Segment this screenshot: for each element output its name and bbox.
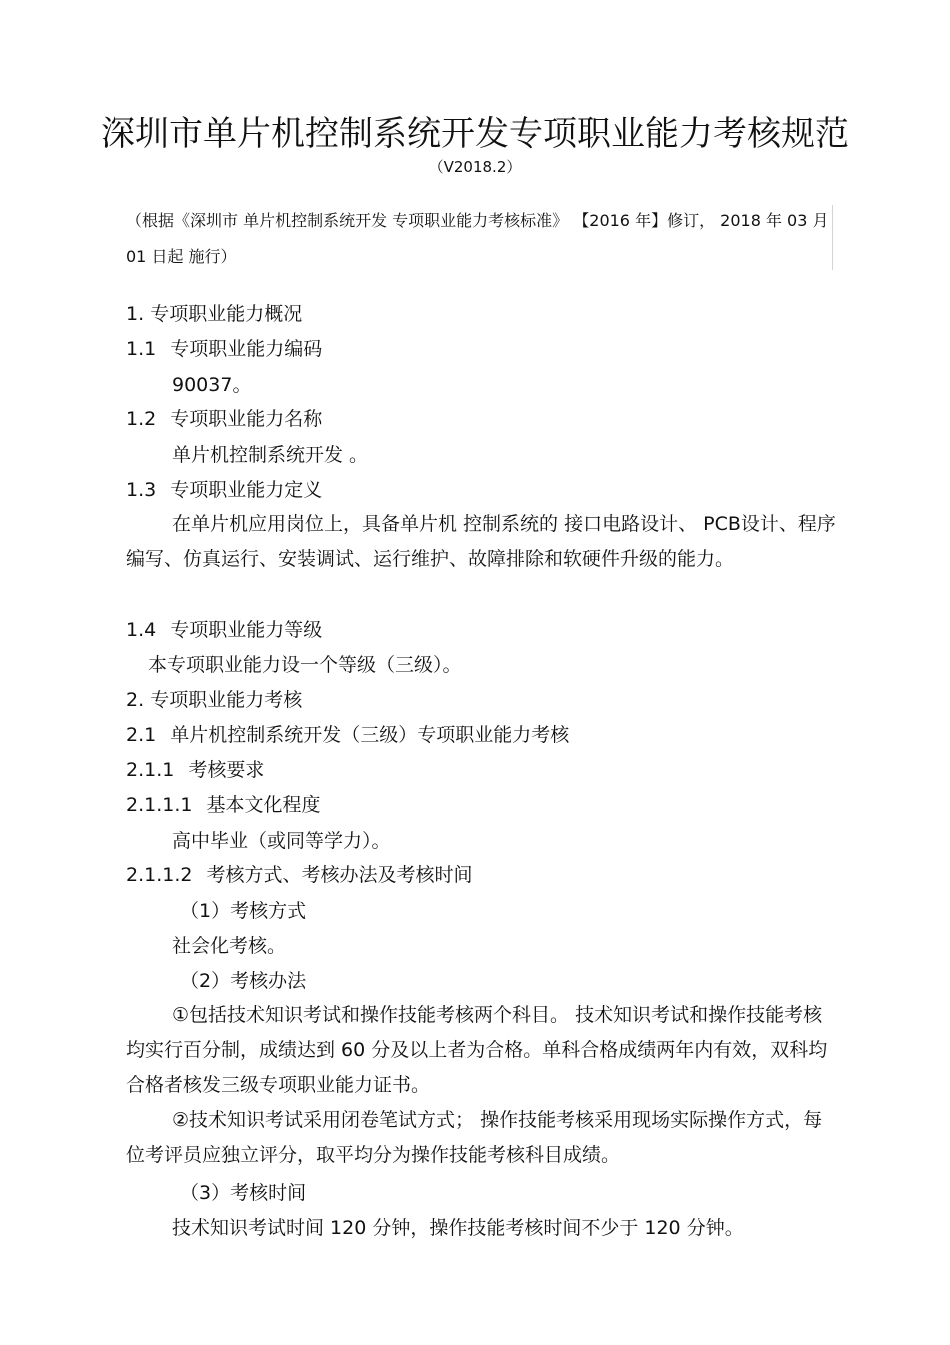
section-label: 单片机控制系统开发（三级）专项职业能力考核: [170, 724, 570, 746]
section-number: 1.2: [126, 408, 157, 430]
section-2-1-1-2-heading: [126, 862, 473, 888]
ability-level: 本专项职业能力设一个等级（三级）。: [148, 654, 462, 676]
education-level: 高中毕业（或同等学力）。: [172, 830, 391, 852]
section-label: 专项职业能力定义: [170, 479, 323, 501]
section-1-4-heading: [126, 617, 322, 643]
section-label: 考核方式、考核办法及考核时间: [206, 864, 473, 886]
section-1-3-heading: [126, 477, 322, 503]
section-label: 基本文化程度: [206, 794, 321, 816]
exam-method-paragraph-2: ②技术知识考试采用闭卷笔试方式； 操作技能考核采用现场实际操作方式，每位考评员应独立评分，取平均分为操作技能考核科目成绩。: [126, 1109, 823, 1166]
section-number: 1.: [126, 303, 145, 325]
ability-code: 90037。: [172, 374, 252, 396]
section-label: 专项职业能力概况: [150, 303, 303, 325]
exam-time-text: 技术知识考试时间 120 分钟，操作技能考核时间不少于 120 分钟。: [172, 1217, 744, 1239]
exam-method-paragraph-1: ①包括技术知识考试和操作技能考核两个科目。 技术知识考试和操作技能考核均实行百分制，成绩达到 60 分及以上者为合格。单科合格成绩两年内有效，双科均合格者核发三级专项职业能力证书。: [126, 1004, 828, 1096]
section-number: 1.3: [126, 479, 157, 501]
section-number: 2.: [126, 689, 145, 711]
section-2-1-1-1-heading: [126, 792, 321, 818]
section-number: 1.4: [126, 619, 157, 641]
revision-note: （根据《深圳市 单片机控制系统开发 专项职业能力考核标准》 【2016 年】修订， 2018 年 03 月 01 日起 施行）: [126, 211, 829, 266]
section-label: 考核要求: [188, 759, 265, 781]
exam-time-heading: （3）考核时间: [180, 1182, 307, 1204]
margin-rule: [832, 205, 833, 270]
section-2-1-heading: [126, 722, 569, 748]
ability-definition: 在单片机应用岗位上，具备单片机 控制系统的 接口电路设计、 PCB设计、程序编写、仿真运行、安装调试、运行维护、故障排除和软硬件升级的能力。: [126, 513, 836, 570]
section-2-heading: [126, 687, 302, 713]
ability-name: 单片机控制系统开发 。: [172, 444, 369, 466]
document-title: 深圳市单片机控制系统开发专项职业能力考核规范: [101, 114, 849, 154]
section-label: 专项职业能力名称: [170, 408, 323, 430]
section-number: 2.1.1: [126, 759, 175, 781]
section-number: 2.1.1.1: [126, 794, 193, 816]
document-version: （V2018.2）: [428, 158, 522, 176]
section-number: 2.1: [126, 724, 157, 746]
exam-method-heading: （2）考核办法: [180, 970, 307, 992]
section-1-heading: [126, 301, 302, 327]
section-number: 1.1: [126, 338, 157, 360]
section-label: 专项职业能力等级: [170, 619, 323, 641]
section-1-2-heading: [126, 406, 322, 432]
section-2-1-1-heading: [126, 757, 264, 783]
exam-mode-text: 社会化考核。: [172, 935, 287, 957]
section-label: 专项职业能力编码: [170, 338, 323, 360]
section-label: 专项职业能力考核: [150, 689, 303, 711]
section-1-1-heading: [126, 336, 322, 362]
section-number: 2.1.1.2: [126, 864, 193, 886]
exam-mode-heading: （1）考核方式: [180, 900, 307, 922]
